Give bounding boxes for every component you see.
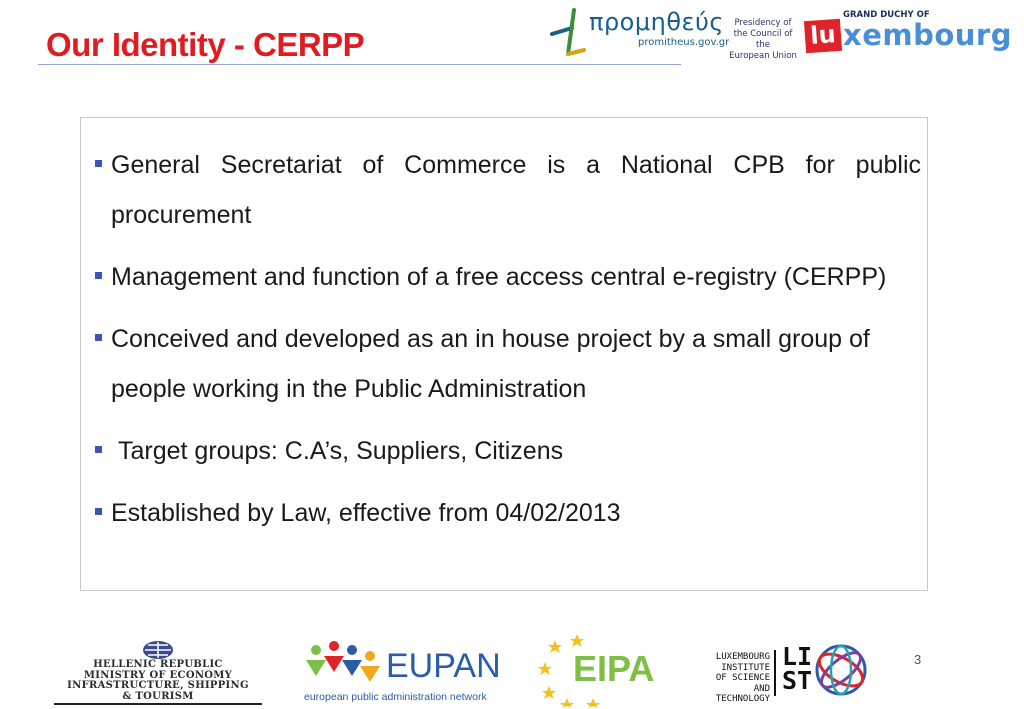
eupan-people-icon bbox=[302, 638, 382, 690]
square-bullet-icon bbox=[95, 508, 102, 515]
content-box bbox=[80, 117, 928, 591]
list-item bbox=[95, 488, 921, 538]
eipa-wordmark: EIPA bbox=[573, 648, 655, 689]
luxembourg-badge: lu bbox=[804, 19, 842, 53]
list-mark bbox=[782, 642, 813, 695]
list-line: LUXEMBOURG bbox=[715, 652, 770, 662]
luxembourg-wordmark: xembourg bbox=[843, 18, 1012, 52]
hellenic-underline bbox=[54, 703, 262, 705]
hellenic-ministry-logo bbox=[54, 640, 262, 708]
bullet-text: General Secretariat of Commerce is a National CPB for public procurement bbox=[111, 151, 921, 229]
eupan-subtitle: european public administration network bbox=[304, 691, 487, 703]
prometheus-wordmark: προμηθεύς bbox=[589, 8, 724, 36]
bullet-text: Target groups: C.A’s, Suppliers, Citizens bbox=[118, 437, 564, 465]
presidency-line: the Council of the bbox=[733, 29, 793, 50]
hellenic-line: & TOURISM bbox=[122, 690, 194, 702]
bullet-text: Conceived and developed as an in house project by a small group of people working in the Public Administration bbox=[111, 325, 870, 403]
list-line: AND TECHNOLOGY bbox=[715, 683, 770, 704]
list-item bbox=[95, 426, 921, 476]
hellenic-line: HELLENIC REPUBLIC bbox=[93, 659, 223, 670]
presidency-logo bbox=[727, 18, 799, 62]
bullet-text: Established by Law, effective from 04/02/2013 bbox=[111, 499, 621, 527]
square-bullet-icon bbox=[95, 272, 102, 279]
bullet-list bbox=[95, 140, 921, 550]
page-number: 3 bbox=[914, 652, 922, 667]
slide-title: Our Identity - CERPP bbox=[46, 26, 365, 63]
square-bullet-icon bbox=[95, 160, 102, 167]
hellenic-text bbox=[54, 660, 262, 702]
list-globe-icon bbox=[813, 642, 869, 698]
luxembourg-top-text: GRAND DUCHY OF bbox=[843, 10, 930, 20]
prometheus-logo bbox=[546, 4, 730, 60]
list-item bbox=[95, 252, 921, 302]
square-bullet-icon bbox=[95, 446, 102, 453]
list-item bbox=[95, 140, 921, 240]
hellenic-line: MINISTRY OF ECONOMY bbox=[83, 669, 233, 681]
eupan-wordmark: EUPAN bbox=[386, 647, 501, 685]
bullet-text: Management and function of a free access central e-registry (CERPP) bbox=[111, 263, 887, 291]
hellenic-line: INFRASTRUCTURE, SHIPPING bbox=[67, 680, 249, 691]
list-divider bbox=[774, 650, 776, 696]
prometheus-url: promitheus.gov.gr bbox=[638, 37, 730, 48]
list-mark-bottom: ST bbox=[782, 666, 813, 695]
list-item bbox=[95, 314, 921, 414]
list-mark-top: LI bbox=[782, 642, 813, 671]
square-bullet-icon bbox=[95, 334, 102, 341]
prometheus-mark-icon bbox=[546, 4, 594, 60]
list-line: INSTITUTE bbox=[721, 662, 770, 673]
presidency-line: European Union bbox=[729, 51, 797, 61]
presidency-line: Presidency of bbox=[734, 18, 792, 28]
title-underline bbox=[38, 64, 681, 65]
list-institute-text bbox=[696, 652, 770, 705]
greek-emblem-icon bbox=[142, 640, 174, 660]
list-line: OF SCIENCE bbox=[715, 673, 770, 683]
